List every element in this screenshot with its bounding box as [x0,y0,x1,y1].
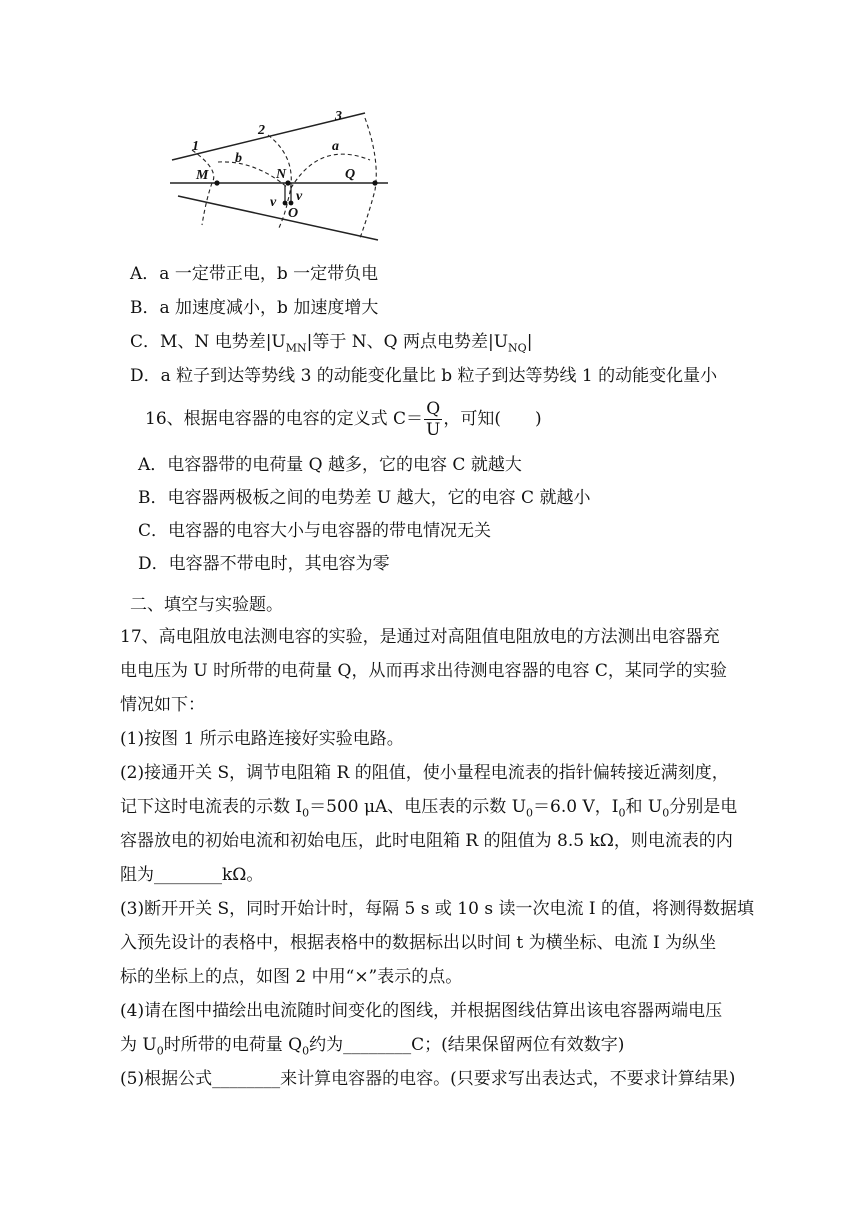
q17-line-1: 17、高电阻放电法测电容的实验，是通过对高阻值电阻放电的方法测出电容器充 [120,627,720,647]
q17-line-9: (3)断开开关 S，同时开始计时，每隔 5 s 或 10 s 读一次电流 I 的值，将测得数据填 [120,899,754,919]
q15-option-c: C．M、N 电势差$|U_{MN}|$等于 N、Q 两点电势差$|U_{NQ}|$ [130,332,533,355]
q17-line-10: 入预先设计的表格中，根据表格中的数据标出以时间 t 为横坐标、电流 I 为纵坐 [120,933,717,953]
label-O: O [288,206,299,221]
label-Q: Q [345,167,356,182]
section-heading: 二、填空与实验题。 [130,595,283,615]
q17-line-4: (1)按图 1 所示电路连接好实验电路。 [120,729,404,749]
q16-option-b: B．电容器两极板之间的电势差 U 越大，它的电容 C 就越小 [138,488,591,508]
label-v2: v [296,189,303,204]
equipotential-figure [160,100,390,250]
q17-line-5: (2)接通开关 S，调节电阻箱 R 的阻值，使小量程电流表的指针偏转接近满刻度， [120,763,729,783]
q17-line-14: (5)根据公式________来计算电容器的电容。(只要求写出表达式，不要求计算结果) [120,1069,736,1089]
label-v1: v [270,195,277,210]
label-N: N [276,167,287,182]
q17-line-2: 电电压为 U 时所带的电荷量 Q，从而再求出待测电容器的电容 C，某同学的实验 [120,661,727,681]
label-2: 2 [258,123,265,138]
label-1: 1 [192,139,199,154]
q15-option-a: A．a 一定带正电，b 一定带负电 [130,264,379,284]
q16-stem: 16、根据电容器的电容的定义式 C＝ $\frac{Q}{U}$ ，可知( ) [145,399,542,440]
q15-option-b: B．a 加速度减小，b 加速度增大 [130,298,379,318]
capacitance-fraction: $\frac{Q}{U}$ [426,399,441,440]
q15-option-d: D．a 粒子到达等势线 3 的动能变化量比 b 粒子到达等势线 1 的动能变化量小 [130,366,718,386]
label-3: 3 [335,109,342,124]
q16-option-c: C．电容器的电容大小与电容器的带电情况无关 [138,521,492,541]
label-M: M [196,168,209,183]
q16-option-a: A．电容器带的电荷量 Q 越多，它的电容 C 就越大 [138,455,522,475]
q16-option-d: D．电容器不带电时，其电容为零 [138,554,390,574]
q17-line-6: 记下这时电流表的示数 $I_0=500$ μA、电压表的示数 $U_0=6.0$ V，$I_0$和 $U_0$分别是电 [120,797,738,820]
label-b: b [235,151,242,166]
q17-line-3: 情况如下： [120,695,205,715]
q17-line-11: 标的坐标上的点，如图 2 中用“×”表示的点。 [120,967,463,987]
label-a: a [332,139,339,154]
q17-line-13: 为 $U_0$时所带的电荷量 $Q_0$约为________C；(结果保留两位有效数字) [120,1035,625,1058]
q17-line-12: (4)请在图中描绘出电流随时间变化的图线，并根据图线估算出该电容器两端电压 [120,1001,723,1021]
q17-line-7: 容器放电的初始电流和初始电压，此时电阻箱 R 的阻值为 8.5 kΩ，则电流表的内 [120,831,733,851]
q17-line-8: 阻为________kΩ。 [120,865,264,885]
